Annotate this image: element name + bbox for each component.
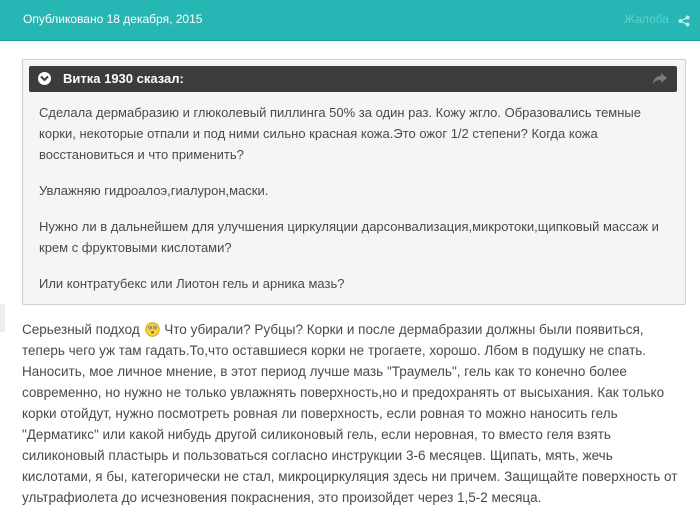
chevron-down-circle-icon[interactable]: [38, 72, 51, 85]
quote-paragraph: Увлажняю гидроалоэ,гиалурон,маски.: [39, 183, 269, 198]
quote-body: [39, 102, 669, 309]
post-date: Опубликовано 18 декабря, 2015: [23, 12, 203, 26]
quote-paragraph: Сделала дермабразию и глюколевый пиллинга 50% за один раз. Кожу жгло. Образовались темные корки, некоторые отпали и под ними сильно красная кожа.Это ожог 1/2 степени? Когда кожа восстановиться и что применить?: [39, 105, 641, 162]
report-link[interactable]: Жалоба: [624, 12, 669, 26]
share-arrow-icon[interactable]: [652, 72, 668, 90]
share-icon[interactable]: [678, 14, 690, 26]
reply-text: Что убирали? Рубцы? Корки и после дермабразии должны были появиться, теперь чего уж там гадать.То,что оставшиеся корки не трогаете, хорошо. Лбом в подушку не спать. Наносить, мое личное мнение, в этот период лучше мазь "Траумель", гель как то конечно более современно, но нужно не только увлажнять поверхность,но и предохранять от высыхания. Как только корки отойдут, нужно посмотреть ровная ли поверхность, если ровная то можно наносить гель "Дерматикс" или какой нибудь другой силиконовый гель, если неровная, то вместо геля взять силиконовый пластырь и пользоваться согласно инструкции 3-6 месяцев. Щипать, мять, жечь кислотами, я бы, категорически не стал, микроциркуляция здесь ни причем. Защищайте поверхность от ультрафиолета до исчезновения покраснения, это произойдет через 1,5-2 месяца.: [22, 322, 678, 505]
quote-author: Витка 1930 сказал:: [63, 71, 184, 86]
quote-paragraph: Или контратубекс или Лиотон гель и арника мазь?: [39, 276, 345, 291]
quote-block: [22, 59, 686, 305]
reply-lead: Серьезный подход: [22, 322, 140, 337]
thinking-smiley-icon: [145, 322, 160, 337]
quote-header: [29, 66, 677, 92]
quote-paragraph: Нужно ли в дальнейшем для улучшения циркуляции дарсонвализация,микротоки,щипковый массаж и крем с фруктовыми кислотами?: [39, 219, 659, 255]
side-edge-marker: [0, 304, 5, 332]
post-header-bar: [0, 0, 700, 41]
post-body: [22, 319, 682, 508]
